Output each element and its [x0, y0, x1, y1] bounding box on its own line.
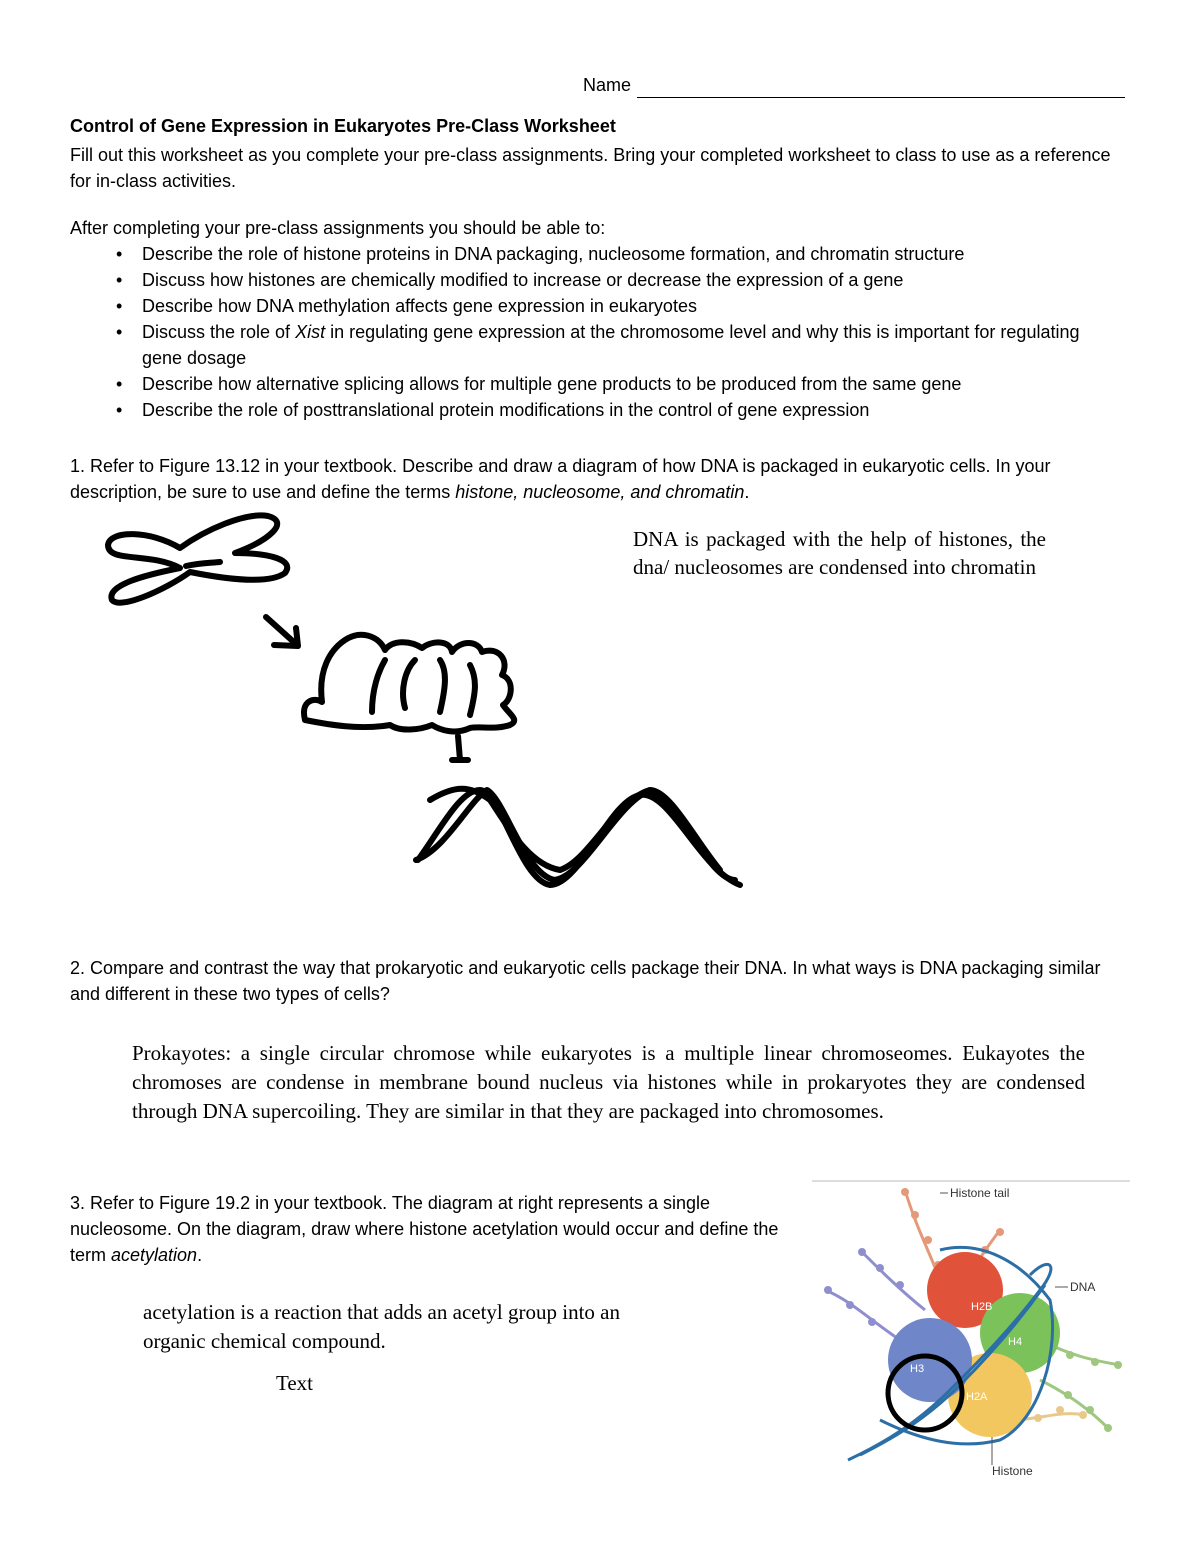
- name-label: Name: [583, 75, 632, 95]
- answer-2: Prokayotes: a single circular chromose while eukaryotes is a multiple linear chromoseomes. Eukayotes the chromoses are condense in membrane bound nucleus via histones while in prokaryotes they are condensed through DNA supercoiling. They are similar in that they are packaged into chromosomes.: [132, 1041, 1085, 1123]
- label-h4: H4: [1008, 1336, 1023, 1348]
- intro-paragraph: Fill out this worksheet as you complete your pre-class assignments. Bring your completed worksheet to class to use as a reference for in-class activities.: [70, 145, 1111, 191]
- label-h2a: H2A: [966, 1391, 988, 1403]
- question-2: 2. Compare and contrast the way that prokaryotic and eukaryotic cells package their DNA. In what ways is DNA packaging similar and different in these two types of cells?: [70, 958, 1101, 1004]
- objective-item: • Describe how alternative splicing allows for multiple gene products to be produced from the same gene: [70, 371, 1100, 397]
- answer-3: acetylation is a reaction that adds an acetyl group into an organic chemical compound.: [143, 1300, 620, 1353]
- label-dna: DNA: [1070, 1280, 1096, 1294]
- bullet: •: [116, 296, 123, 316]
- label-h2b: H2B: [971, 1301, 993, 1313]
- objectives-lead: After completing your pre-class assignments you should be able to:: [70, 218, 606, 238]
- label-histone: Histone: [992, 1464, 1033, 1478]
- question-1: 1. Refer to Figure 13.12 in your textbook. Describe and draw a diagram of how DNA is packaged in eukaryotic cells. In your description, be sure to use and define the terms histone, nucleosome, and chromatin.: [70, 456, 1051, 502]
- bullet: •: [116, 374, 123, 394]
- bullet: •: [116, 400, 123, 420]
- objective-item: • Describe how DNA methylation affects gene expression in eukaryotes: [70, 293, 1100, 319]
- bullet: •: [116, 244, 123, 264]
- objective-item: • Discuss the role of Xist in regulating gene expression at the chromosome level and why this is important for regulating gene dosage: [70, 319, 1100, 371]
- answer-1: DNA is packaged with the help of histones, the dna/ nucleosomes are condensed into chromatin: [633, 527, 1046, 579]
- answer-3-extra: Text: [276, 1371, 314, 1395]
- label-histone-tail: Histone tail: [950, 1186, 1010, 1200]
- bullet: •: [116, 322, 123, 342]
- question-3: 3. Refer to Figure 19.2 in your textbook. The diagram at right represents a single nucleosome. On the diagram, draw where histone acetylation would occur and define the term acetylation.: [70, 1193, 779, 1265]
- worksheet-title: Control of Gene Expression in Eukaryotes Pre-Class Worksheet: [70, 116, 616, 136]
- objective-item: • Describe the role of posttranslational protein modifications in the control of gene expression: [70, 397, 1100, 423]
- bullet: •: [116, 270, 123, 290]
- objective-item: • Describe the role of histone proteins in DNA packaging, nucleosome formation, and chromatin structure: [70, 241, 1100, 267]
- label-h3: H3: [910, 1363, 925, 1375]
- objective-item: • Discuss how histones are chemically modified to increase or decrease the expression of a gene: [70, 267, 1100, 293]
